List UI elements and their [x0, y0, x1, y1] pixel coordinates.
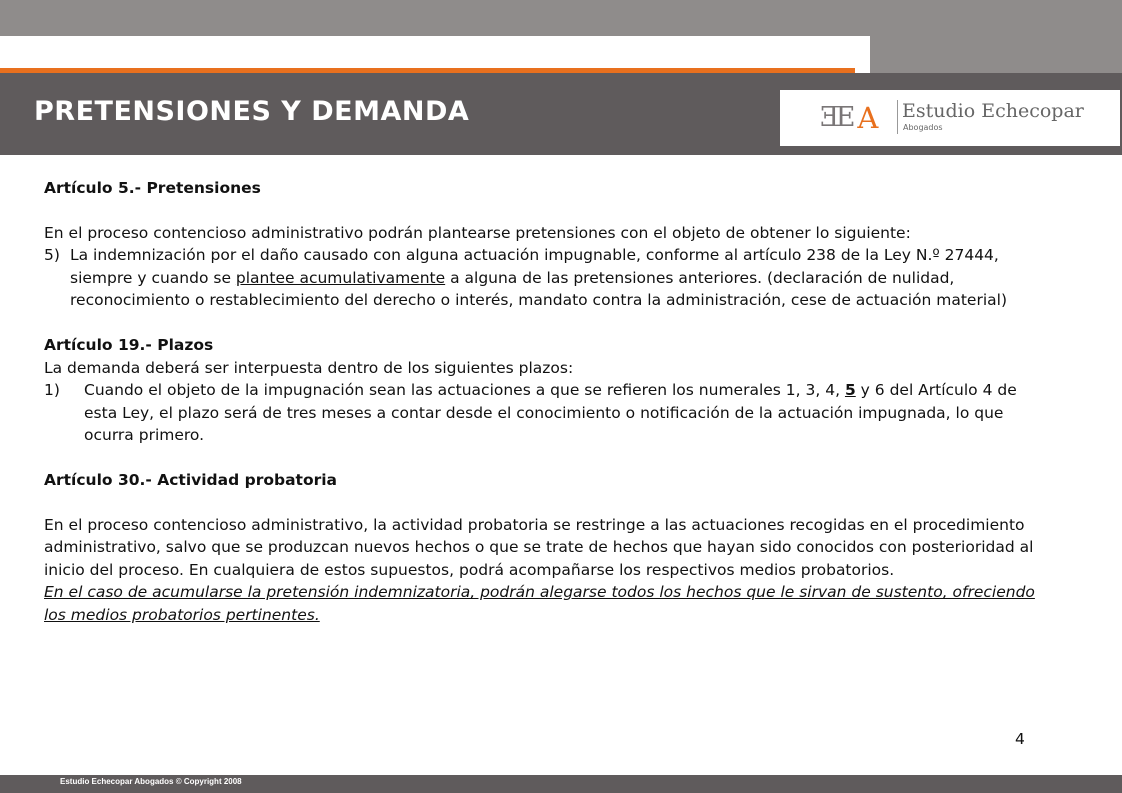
article19-item [44, 379, 1054, 447]
logo-name: Estudio Echecopar [902, 100, 1084, 122]
logo-mark [820, 103, 878, 133]
page-number: 4 [1015, 730, 1025, 748]
article19-intro: La demanda deberá ser interpuesta dentro de los siguientes plazos: [44, 358, 574, 377]
article19-item-text-b: y 6 del Artículo 4 de esta Ley, el plazo será de tres meses a contar desde el conocimiento o notificación de la actuación impugnada, lo que ocurra primero. [84, 381, 1017, 445]
footer-bar [0, 775, 1122, 793]
logo-mark-accent-letter: A [857, 101, 879, 135]
article5-item [44, 244, 1054, 312]
article19-heading: Artículo 19.- Plazos [44, 335, 214, 354]
top-right-band [870, 36, 1122, 76]
article19-bold-numeral: 5 [844, 381, 856, 400]
top-white-strip [0, 36, 870, 68]
article5-item-text [70, 244, 1054, 312]
article19-item-number: 1) [44, 381, 60, 400]
company-logo [780, 90, 1120, 146]
article5-intro: En el proceso contencioso administrativo podrán plantearse pretensiones con el objeto de obtener lo siguiente: [44, 223, 911, 242]
spacer [44, 312, 1054, 334]
spacer [44, 200, 1054, 222]
article30-body: En el proceso contencioso administrativo, la actividad probatoria se restringe a las actuaciones recogidas en el procedimiento administrativo, salvo que se produzcan nuevos hechos o que se trate de hechos que hayan sido conocidos con posterioridad al inicio del proceso. En cualquiera de estos supuestos, podrá acompañarse los respectivos medios probatorios. [44, 515, 1034, 579]
article5-heading: Artículo 5.- Pretensiones [44, 179, 261, 197]
article30-heading: Artículo 30.- Actividad probatoria [44, 470, 338, 489]
footer-copyright: Estudio Echecopar Abogados © Copyright 2008 [60, 777, 242, 786]
article30-emphasis: En el caso de acumularse la pretensión indemnizatoria, podrán alegarse todos los hechos que le sirvan de sustento, ofreciendo los medios probatorios pertinentes. [44, 583, 1035, 624]
logo-divider [897, 100, 898, 134]
article5-underlined-phrase: plantee acumulativamente [235, 268, 446, 287]
logo-subtitle: Abogados [903, 123, 943, 132]
article5-item-number: 5) [44, 246, 60, 265]
article5-item-text-b: a alguna de las pretensiones anteriores. (declaración de nulidad, reconocimiento o restablecimiento del derecho o interés, mandato contra la administración, cese de actuación material) [70, 268, 1008, 310]
spacer [44, 447, 1054, 469]
top-band [0, 0, 1122, 36]
article19-item-text [70, 379, 1054, 447]
article19-item-text-a: Cuando el objeto de la impugnación sean las actuaciones a que se refieren los numerales 1, 3, 4, [84, 381, 845, 400]
page-title: PRETENSIONES Y DEMANDA [34, 96, 470, 127]
logo-mark-letters: ƎE [820, 102, 852, 133]
spacer [44, 492, 1054, 514]
slide-content [44, 177, 1054, 627]
article5-item-text-a: La indemnización por el daño causado con alguna actuación impugnable, conforme al artículo 238 de la Ley N.º 27444, siempre y cuando se [70, 246, 999, 287]
